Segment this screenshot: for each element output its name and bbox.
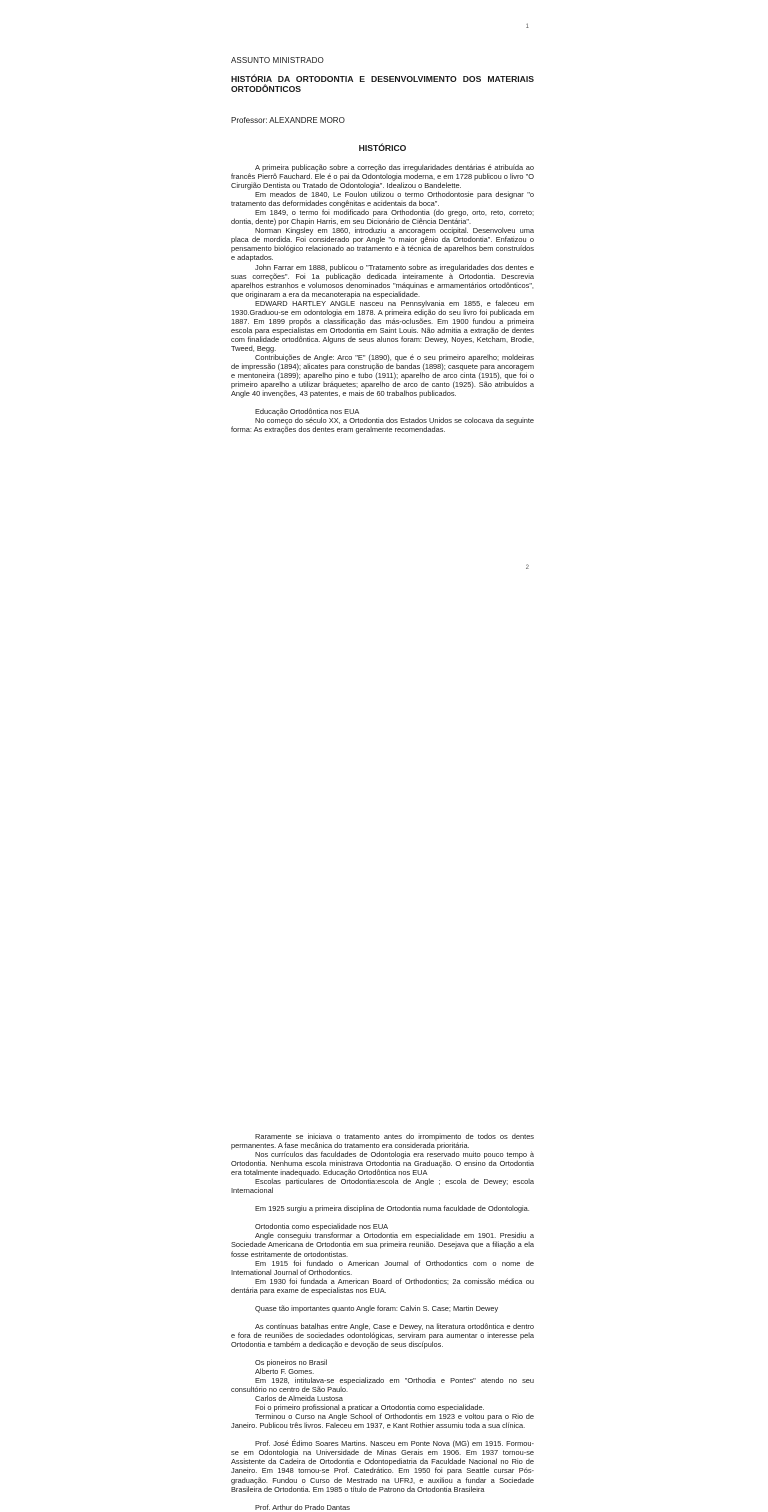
paragraph: Nos currículos das faculdades de Odontologia era reservado muito pouco tempo à Ortodontia. Nenhuma escola ministrava Ortodontia na Graduação. O ensino da Ortodontia era totalmente inadequado. Educação Ortodôntica nos EUA xyxy=(231,1150,534,1178)
subject-label: ASSUNTO MINISTRADO xyxy=(231,56,324,65)
paragraph: Em 1930 foi fundada a American Board of Orthodontics; 2a comissão médica ou dentária para exame de especialistas nos EUA. xyxy=(231,1276,534,1295)
document-page-2 xyxy=(0,545,768,1512)
paragraph: No começo do século XX, a Ortodontia dos Estados Unidos se colocava da seguinte forma: As extrações dos dentes eram geralmente recomendadas. xyxy=(231,416,534,435)
subheading: Educação Ortodôntica nos EUA xyxy=(255,407,360,417)
document-page-1 xyxy=(0,0,768,545)
paragraph: Em 1928, intitulava-se especializado em "Orthodia e Pontes" atendo no seu consultório no centro de São Paulo. xyxy=(231,1376,534,1395)
paragraph: Carlos de Almeida Lustosa xyxy=(255,1394,343,1404)
paragraph: Prof. José Édimo Soares Martins. Nasceu em Ponte Nova (MG) em 1915. Formou-se em Odontologia na Universidade de Minas Gerais em 1906. Em 1937 tornou-se Assistente da Cadeira de Ortodontia e Odontopediatria da Faculdade Nacional no Rio de Janeiro. Em 1948 tornou-se Prof. Catedrático. Em 1950 foi para Seattle cursar Pós-graduação. Fundou o Curso de Mestrado na UFRJ, e auxiliou a fundar a Sociedade Brasileira de Ortodontia. Em 1985 o título de Patrono da Ortodontia Brasileira xyxy=(231,1439,534,1494)
paragraph: Em 1849, o termo foi modificado para Orthodontia (do grego, orto, reto, correto; dontia, dente) por Chapin Harris, em seu Dicionário de Ciência Dentária". xyxy=(231,208,534,227)
section-heading: HISTÓRICO xyxy=(358,143,407,153)
paragraph: Em 1915 foi fundado o American Journal of Orthodontics com o nome de International Journal of Orthodontics. xyxy=(231,1258,534,1277)
page-2-body xyxy=(231,1132,534,1512)
paragraph: A primeira publicação sobre a correção das irregularidades dentárias é atribuída ao francês Pierrô Fauchard. Ele é o pai da Odontologia moderna, e em 1728 publicou o livro "O Cirurgião Dentista ou Tratado de Odontologia". Idealizou o Bandelette. xyxy=(231,163,534,191)
subheading: Os pioneiros no Brasil xyxy=(255,1357,328,1367)
paragraph: Contribuições de Angle: Arco "E" (1890), que é o seu primeiro aparelho; moldeiras de impressão (1894); alicates para construção de bandas (1898); casquete para ancoragem e mentoneira (1899); aparelho pino e tubo (1911); aparelho de arco cinta (1915), que foi o primeiro aparelho a utilizar bráquetes; aparelho de arco de canto (1925). São atribuídos a Angle 40 invenções, 43 patentes, e mais de 60 trabalhos publicados. xyxy=(231,352,534,399)
paragraph: Norman Kingsley em 1860, introduziu a ancoragem occipital. Desenvolveu uma placa de mordida. Foi considerado por Angle "o maior gênio da Ortodontia". Enfatizou o pensamento biológico relacionado ao tratamento e à técnica de aparelhos bem construídos e adaptados. xyxy=(231,226,534,263)
paragraph: EDWARD HARTLEY ANGLE nasceu na Pennsylvania em 1855, e faleceu em 1930.Graduou-se em odontologia em 1878. A primeira edição do seu livro foi publicada em 1887. Em 1899 propôs a classificação das más-oclusões. Em 1900 fundou a primeira escola para especialistas em Ortodontia em Saint Louis. Não admitia a extração de dentes com finalidade ortodôntica. Alguns de seus alunos foram: Dewey, Noyes, Ketcham, Brodie, Tweed, Begg. xyxy=(231,298,534,353)
paragraph: Raramente se iniciava o tratamento antes do irrompimento de todos os dentes permanentes. A fase mecânica do tratamento era considerada prioritária. xyxy=(231,1132,534,1151)
paragraph: Prof. Arthur do Prado Dantas xyxy=(255,1502,350,1512)
paragraph: Foi o primeiro profissional a praticar a Ortodontia como especialidade. xyxy=(255,1403,485,1413)
page-number: 2 xyxy=(525,565,529,571)
professor-line: Professor: ALEXANDRE MORO xyxy=(231,116,345,125)
paragraph: Em meados de 1840, Le Foulon utilizou o termo Orthodontosie para designar "o tratamento das deformidades congênitas e acidentais da boca". xyxy=(231,190,534,209)
paragraph: Terminou o Curso na Angle School of Orthodontis em 1923 e voltou para o Rio de Janeiro. Publicou três livros. Faleceu em 1937, e Kant Rothier assumiu toda a sua clínica. xyxy=(231,1412,534,1431)
page-number: 1 xyxy=(525,24,529,30)
paragraph: Em 1925 surgiu a primeira disciplina de Ortodontia numa faculdade de Odontologia. xyxy=(255,1204,530,1214)
paragraph: Angle conseguiu transformar a Ortodontia em especialidade em 1901. Presidiu a Sociedade Americana de Ortodontia em sua primeira reunião. Desejava que a filiação a ela fosse estritamente de ortodontistas. xyxy=(231,1231,534,1259)
document-title: HISTÓRIA DA ORTODONTIA E DESENVOLVIMENTO DOS MATERIAIS ORTODÔNTICOS xyxy=(231,74,534,94)
paragraph: Alberto F. Gomes. xyxy=(255,1366,315,1376)
paragraph: John Farrar em 1888, publicou o "Tratamento sobre as irregularidades dos dentes e suas correções". Foi 1a publicação dedicada inteiramente à Ortodontia. Descrevia aparelhos estranhos e volumosos denominados "máquinas e armamentários ortodônticos", que originaram a era da mecanoterapia na especialidade. xyxy=(231,262,534,299)
subheading: Ortodontia como especialidade nos EUA xyxy=(255,1222,389,1232)
page-1-body xyxy=(231,163,534,434)
paragraph: Escolas particulares de Ortodontia:escola de Angle ; escola de Dewey; escola Internacional xyxy=(231,1177,534,1196)
paragraph: As contínuas batalhas entre Angle, Case e Dewey, na literatura ortodôntica e dentro e fora de reuniões de sociedades odontológicas, serviram para aumentar o interesse pela Ortodontia e também a dedicação e devoção de seus discípulos. xyxy=(231,1321,534,1349)
paragraph: Quase tão importantes quanto Angle foram: Calvin S. Case; Martin Dewey xyxy=(255,1303,499,1313)
